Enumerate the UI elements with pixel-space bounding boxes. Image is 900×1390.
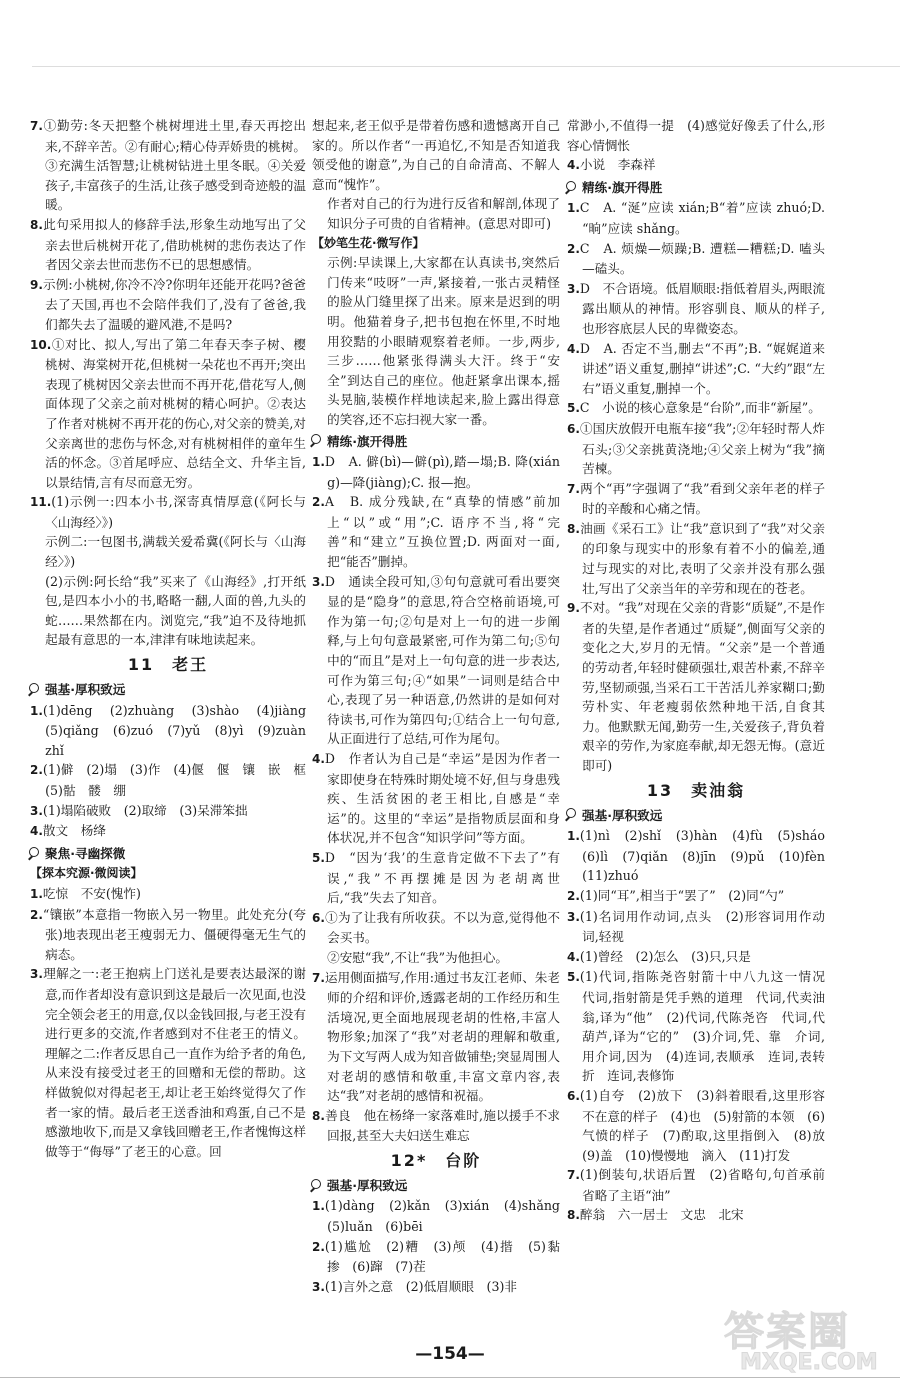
item-text: 两个“再”字强调了“我”看到父亲年老的样子时的辛酸和心痛之情。 bbox=[579, 480, 825, 517]
item-text: (1)dēng (2)zhuàng (3)shào (4)jiàng (5)qiǎng (6)zuó (7)yǔ (8)yì (9)zuàn zhǐ bbox=[42, 702, 319, 758]
item-text: C A. “涎”应读 xián;B“着”应读 zhuó;D. “晌”应读 shǎng。 bbox=[579, 200, 825, 236]
item-number: 5. bbox=[312, 850, 325, 865]
item-number: 2. bbox=[567, 888, 580, 903]
item-text: 散文 杨绛 bbox=[42, 823, 106, 839]
answer-item bbox=[30, 116, 306, 215]
item-number: 3. bbox=[312, 574, 325, 589]
section-label: 强基·厚积致远 bbox=[582, 807, 663, 823]
answer-item bbox=[312, 1277, 560, 1298]
item-number: 1. bbox=[567, 829, 580, 844]
item-number: 2. bbox=[312, 1239, 325, 1254]
item-text: D 不合语境。低眉顺眼:指低着眉头,两眼流露出顺从的神情。形容驯良、顺从的样子,也形容底层人民的卑微姿态。 bbox=[579, 280, 825, 336]
answer-item bbox=[312, 1106, 560, 1146]
section-label: 精练·旗开得胜 bbox=[582, 179, 663, 195]
item-number: 8. bbox=[567, 521, 580, 536]
answer-item bbox=[567, 155, 825, 176]
continuation-text: 常渺小,不值得一提 (4)感觉好像丢了什么,形容心情惆怅 bbox=[567, 118, 825, 153]
answer-item bbox=[30, 905, 306, 965]
item-text: ①勤劳:冬天把整个桃树埋进土里,春天再挖出来,不辞辛苦。②有耐心;精心侍弄娇贵的桃树。③充满生活智慧;让桃树钻进土里冬眠。④关爱孩子,丰富孩子的生活,让孩子感受到奇迹般的温暖。 bbox=[42, 118, 306, 213]
answer-item bbox=[567, 1086, 838, 1165]
item-text: 小说 李森祥 bbox=[579, 157, 656, 173]
watermark-text: 答案圈 bbox=[724, 1309, 850, 1355]
item-text: ①国庆放假开电瓶车接“我”;②年轻时帮人炸石头;③父亲挑黄浇地;④父亲上树为“我”摘苦楝。 bbox=[579, 420, 825, 477]
item-number: 2. bbox=[567, 241, 580, 256]
answer-item bbox=[567, 398, 825, 419]
answer-item bbox=[312, 572, 560, 749]
item-number: 5. bbox=[567, 401, 580, 416]
continuation-text: (2)示例:阿长给“我”买来了《山海经》,打开纸包,是四本小小的书,略略一翻,人面的兽,九头的蛇……果然都在内。浏览完,“我”迫不及待地抓起最有意思的一本,津津有味地读起来。 bbox=[45, 573, 306, 648]
answer-item bbox=[567, 947, 825, 968]
item-number: 6. bbox=[312, 910, 325, 925]
item-text: 善良 他在杨绛一家落难时,施以援手不求回报,甚至大夫妇送生难忘 bbox=[324, 1107, 560, 1144]
answer-item bbox=[312, 452, 560, 492]
item-text: C A. 烦燥—烦躁;B. 遭糕—糟糕;D. 嗑头—磕头。 bbox=[579, 240, 825, 277]
item-number: 2. bbox=[312, 495, 325, 510]
lesson-title: 12* 台阶 bbox=[390, 1150, 482, 1170]
answer-item bbox=[30, 884, 306, 905]
lesson-title: 13 卖油翁 bbox=[646, 780, 746, 800]
item-text: A B. 成分残缺,在“真挚的情感”前加上“以”或“用”;C. 语序不当,将“完善”和“建立”互换位置;D. 两面对一面,把“能否”删掉。 bbox=[324, 494, 560, 570]
section-label: 聚焦·寻幽探微 bbox=[45, 845, 126, 861]
item-text: (1)自夸 (2)放下 (3)斜着眼看,这里形容不在意的样子 (4)也 (5)射箭的本领 (6)气愤的样子 (7)酌取,这里指倒入 (8)放 (9)盖 (10)慢慢地 滴入 (11)打发 bbox=[579, 1087, 838, 1163]
item-number: 3. bbox=[567, 909, 580, 924]
continuation-text: ②安慰“我”,不让“我”为他担心。 bbox=[327, 949, 508, 965]
answer-item bbox=[567, 198, 825, 238]
item-number: 3. bbox=[312, 1279, 325, 1294]
section-label: 精练·旗开得胜 bbox=[327, 433, 408, 449]
item-text: D A. 僻(bì)—僻(pì),踏—塌;B. 降(xiáng)—降(jiàng);C. 报—抱。 bbox=[324, 454, 560, 490]
lesson-title: 11 老王 bbox=[127, 655, 209, 675]
item-number: 4. bbox=[30, 824, 43, 839]
answer-item bbox=[30, 964, 306, 1161]
continuation-text: 示例二:一包图书,满载关爱希冀(《阿长与〈山海经〉》) bbox=[45, 534, 306, 570]
item-number: 1. bbox=[312, 455, 325, 470]
item-number: 4. bbox=[567, 341, 580, 356]
item-number: 4. bbox=[567, 158, 580, 173]
item-number: 11. bbox=[30, 495, 52, 510]
item-text: (1)nì (2)shǐ (3)hàn (4)fù (5)sháo (6)lì (7)qiǎn (8)jīn (9)pǔ (10)fèn (11)zhuó bbox=[579, 828, 838, 884]
continuation-text: 示例:早读课上,大家都在认真读书,突然后门传来“吱呀”一声,紧接着,一张古灵精怪的脸从门缝里探了出来。原来是迟到的明明。他猫着身子,把书包抱在怀里,不时地用狡黠的小眼睛观察着老师。一步,两步,三步……他紧张得满头大汗。终于“安全”到达自己的座位。他赶紧拿出课本,摇头晃脑,装模作样地读起来,脸上露出得意的笑容,还不忘扫视大家一番。 bbox=[327, 255, 560, 427]
item-number: 3. bbox=[567, 281, 580, 296]
column-middle bbox=[312, 116, 573, 1297]
item-number: 2. bbox=[30, 763, 43, 778]
watermark-url: MXQE.COM bbox=[740, 1350, 878, 1375]
item-number: 7. bbox=[567, 1168, 580, 1183]
item-text: (1)僻 (2)塌 (3)作 (4)偃 偃 镶 嵌 框 (5)骷 髅 绷 bbox=[42, 762, 319, 798]
item-number: 7. bbox=[312, 970, 325, 985]
subsection-label: 【妙笔生花·微写作】 bbox=[312, 235, 425, 250]
answer-item bbox=[312, 749, 560, 848]
continuation-text: 想起来,老王似乎是带着伤感和遗憾离开自己家的。所以作者“一再追忆,不知是否知道我领受他的谢意”,为自己的自命清高、不解人意而“愧怍”。 bbox=[312, 118, 560, 192]
section-header bbox=[28, 680, 306, 700]
item-text: (1)言外之意 (2)低眉顺眼 (3)非 bbox=[324, 1278, 517, 1294]
answer-item bbox=[567, 1205, 825, 1226]
answer-item bbox=[30, 701, 319, 761]
item-number: 3. bbox=[30, 967, 43, 982]
item-number: 4. bbox=[312, 752, 325, 766]
section-label: 强基·厚积致远 bbox=[327, 1177, 408, 1193]
item-number: 1. bbox=[30, 703, 43, 718]
item-number: 8. bbox=[30, 217, 43, 232]
answer-item bbox=[567, 419, 825, 479]
section-header bbox=[565, 806, 825, 826]
item-text: ①为了让我有所收获。不以为意,觉得他不会买书。 bbox=[324, 909, 560, 946]
item-number: 1. bbox=[567, 201, 580, 216]
answer-item bbox=[567, 826, 838, 886]
answer-item bbox=[30, 821, 306, 842]
answer-item bbox=[312, 908, 560, 948]
item-number: 10. bbox=[30, 337, 52, 352]
item-number: 7. bbox=[30, 119, 43, 133]
item-number: 8. bbox=[567, 1208, 580, 1223]
item-text: ①对比、拟人,写出了第二年春天李子树、樱桃树、海棠树开花,但桃树一朵花也不再开;突出表现了桃树因父亲去世而不再开花,借花写人,侧面体现了父亲之前对桃树的精心呵护。②表达了作者对桃树不再开花的伤心,对父亲的赞美,对父亲离世的悲伤与怀念,对有桃树相伴的童年生活的怀念。③首尾呼应、总结全文、升华主旨,以景结情,言有尽而意无穷。 bbox=[45, 336, 306, 490]
answer-item bbox=[312, 492, 560, 571]
item-text: (1)同“耳”,相当于“罢了” (2)同“勺” bbox=[579, 887, 785, 903]
watermark-logo bbox=[716, 1300, 886, 1385]
item-number: 2. bbox=[30, 907, 43, 922]
continuation-text: 作者对自己的行为进行反省和解剖,体现了知识分子可贵的自省精神。(意思对即可) bbox=[327, 196, 560, 231]
answer-item bbox=[30, 215, 306, 275]
item-number: 9. bbox=[567, 601, 580, 616]
answer-item bbox=[567, 339, 825, 399]
item-text: (1)代词,指陈尧咨射箭十中八九这一情况 代词,指射箭是凭手熟的道理 代词,代卖油翁,译为“他” (2)代词,代陈尧咨 代词,代葫芦,译为“它的” (3)介词,凭、靠 介词,用介词,因为 (4)连词,表顺承 连词,表转折 连词,表修饰 bbox=[579, 969, 838, 1084]
item-number: 5. bbox=[567, 970, 580, 985]
item-text: 理解之一:老王抱病上门送礼是要表达最深的谢意,而作者却没有意识到这是最后一次见面,也没完全领会老王的用意,仅以金钱回报,与老王没有进行更多的交流,作者感到对不住老王的情义。理解之二:作者反思自己一直作为给予者的角色,从来没有接受过老王的回赠和无偿的帮助。这样做貌似对得起老王,却让老王始终觉得欠了作者一家的情。最后老王送香油和鸡蛋,自己不是感激地收下,而是又拿钱回赠老王,作者愧悔这样做等于“侮辱”了老王的心意。回 bbox=[42, 966, 306, 1159]
item-number: 1. bbox=[312, 1199, 325, 1214]
item-text: D 通读全段可知,③句句意就可看出要突显的是“隐身”的意思,符合空格前语境,可作为第一句;②句是对上一句的进一步阐释,与上句句意最紧密,可作为第二句;⑤句中的“而且”是对上一句句意的进一步表达,可作为第三句;④“如果”一词则是结合中心,表现了另一种语意,仍然讲的是如何对待读书,可作为第四句;①结合上一句句意,从正面进行了总结,可作为尾句。 bbox=[324, 573, 560, 747]
section-header bbox=[565, 178, 825, 198]
subsection-label: 【探本究源·微阅读】 bbox=[30, 866, 143, 881]
item-text: (1)尴尬 (2)糟 (3)颅 (4)揩 (5)黏 掺 (6)蹿 (7)茬 bbox=[324, 1238, 573, 1275]
item-text: C 小说的核心意象是“台阶”,而非“新屋”。 bbox=[579, 400, 821, 416]
answer-item bbox=[567, 279, 825, 339]
answer-item bbox=[567, 1165, 825, 1205]
magnifier-icon bbox=[565, 808, 579, 822]
column-right bbox=[567, 116, 838, 1226]
answer-item bbox=[312, 848, 560, 908]
magnifier-icon bbox=[28, 683, 42, 697]
magnifier-icon bbox=[28, 847, 42, 861]
item-text: 示例:小桃树,你冷不冷?你明年还能开花吗?爸爸去了天国,再也不会陪伴我们了,没有了爸爸,我们都失去了温暖的避风港,不是吗? bbox=[42, 276, 306, 332]
item-text: “镶嵌”本意指一物嵌入另一物里。此处充分(夸张)地表现出老王瘦弱无力、僵硬得毫无生气的病态。 bbox=[42, 906, 306, 962]
answer-item bbox=[30, 492, 306, 532]
item-number: 6. bbox=[567, 1088, 580, 1103]
page-number: —154— bbox=[415, 1344, 485, 1364]
item-text: D “因为‘我’的生意肯定做不下去了”有误,“我”不再摆摊是因为老胡离世后,“我”失去了知音。 bbox=[324, 849, 560, 906]
item-text: D A. 否定不当,删去“不再”;B. “娓娓道来讲述”语义重复,删掉“讲述”;C. “大约”跟“左右”语义重复,删掉一个。 bbox=[579, 340, 825, 396]
item-text: D 作者认为自己是“幸运”是因为作者一家即使身在特殊时期处境不好,但与身患残疾、生活贫困的老王相比,自感是“幸运”的。这里的“幸运”是指物质层面和身体状况,并不包含“知识学问”等方面。 bbox=[324, 751, 560, 846]
answer-item bbox=[567, 519, 825, 598]
magnifier-icon bbox=[310, 1179, 324, 1193]
item-text: (1)倒装句,状语后置 (2)省略句,句首承前省略了主语“油” bbox=[579, 1167, 825, 1203]
answer-item bbox=[30, 335, 306, 493]
answer-item bbox=[312, 968, 560, 1106]
answer-item bbox=[30, 275, 306, 335]
item-number: 4. bbox=[567, 949, 580, 964]
column-left bbox=[30, 116, 319, 1161]
item-text: (1)示例一:四本小书,深寄真情厚意(《阿长与〈山海经〉》) bbox=[45, 494, 306, 530]
answer-item bbox=[567, 886, 825, 907]
item-text: 油画《采石工》让“我”意识到了“我”对父亲的印象与现实中的形象有着不小的偏差,通过与现实的对比,表明了父亲并没有那么强壮,写出了父亲当年的辛劳和现在的苍老。 bbox=[579, 520, 825, 596]
answer-item bbox=[567, 479, 825, 519]
answer-item bbox=[567, 907, 825, 947]
item-text: 不对。“我”对现在父亲的背影“质疑”,不是作者的失望,是作者通过“质疑”,侧面写父亲的变化之大,岁月的无情。“父亲”是一个普通的劳动者,年轻时健硕强壮,艰苦朴素,不辞辛劳,坚韧顽强,当采石工干苦活儿养家糊口;勤劳朴实、年老瘦弱依然种地干活,自食其力。他默默无闻,勤劳一生,关爱孩子,背负着艰辛的劳作,为家庭奉献,却无怨无悔。(意近即可) bbox=[579, 600, 825, 773]
item-number: 3. bbox=[30, 803, 43, 818]
magnifier-icon bbox=[310, 434, 324, 448]
answer-item bbox=[30, 760, 319, 800]
item-number: 7. bbox=[567, 481, 580, 496]
item-text: (1)名词用作动词,点头 (2)形容词用作动词,轻视 bbox=[579, 908, 825, 945]
item-text: 吃惊 不安(愧怍) bbox=[42, 885, 141, 901]
section-header bbox=[310, 432, 560, 452]
answer-item bbox=[30, 801, 306, 822]
item-number: 6. bbox=[567, 421, 580, 436]
item-text: 此句采用拟人的修辞手法,形象生动地写出了父亲去世后桃树开花了,借助桃树的悲伤表达了作者因父亲去世而悲伤不已的思想感情。 bbox=[42, 216, 306, 273]
item-number: 1. bbox=[30, 886, 43, 901]
item-number: 9. bbox=[30, 277, 43, 292]
section-header bbox=[310, 1176, 560, 1196]
item-text: 运用侧面描写,作用:通过书友江老师、朱老师的介绍和评价,透露老胡的工作经历和生活境况,更全面地展现老胡的性格,丰富人物形象;加深了“我”对老胡的理解和敬重,为下文写两人成为知音做铺垫;突显周围人对老胡的感情和敬重,丰富文章内容,表达“我”对老胡的感情和祝福。 bbox=[324, 969, 560, 1104]
item-text: (1)曾经 (2)怎么 (3)只,只是 bbox=[579, 948, 751, 964]
answer-item bbox=[567, 598, 825, 775]
item-text: 醉翁 六一居士 文忠 北宋 bbox=[579, 1207, 744, 1223]
section-label: 强基·厚积致远 bbox=[45, 682, 126, 698]
section-header bbox=[28, 844, 306, 864]
item-number: 8. bbox=[312, 1108, 325, 1123]
answer-item bbox=[312, 1196, 573, 1236]
item-text: (1)dàng (2)kǎn (3)xián (4)shǎng (5)luǎn (6)bēi bbox=[324, 1198, 573, 1235]
answer-item bbox=[312, 1237, 573, 1277]
magnifier-icon bbox=[565, 181, 579, 195]
top-rule bbox=[32, 66, 900, 67]
answer-item bbox=[567, 239, 825, 279]
item-text: (1)塌陷破败 (2)取缔 (3)呆滞笨拙 bbox=[42, 802, 248, 818]
answer-item bbox=[567, 967, 838, 1086]
